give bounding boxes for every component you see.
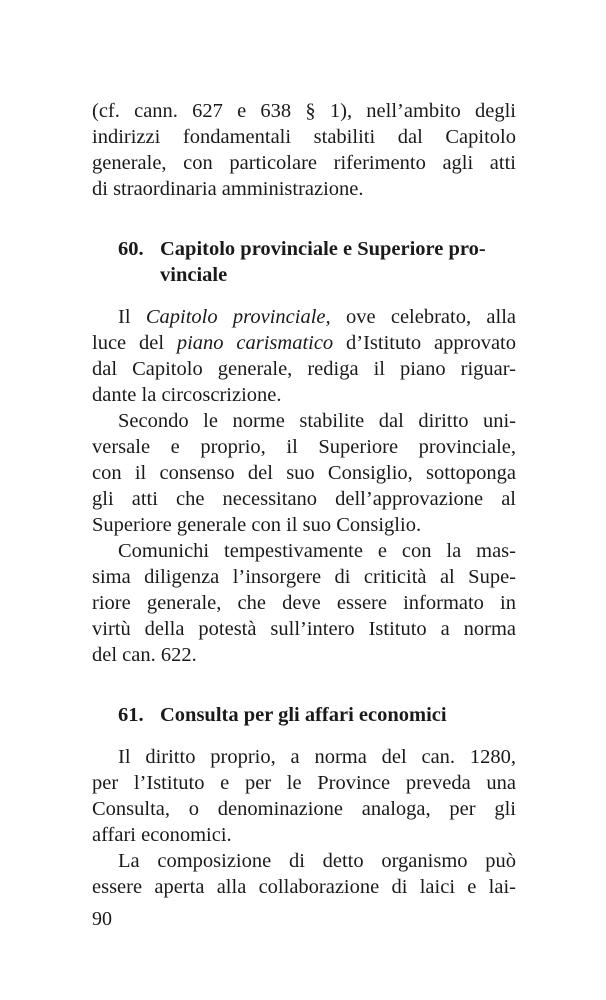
- section-title: Capitolo provinciale e Superiore pro-: [160, 238, 486, 260]
- page-body: [92, 98, 516, 900]
- text-line: Consulta, o denominazione analoga, per gli: [92, 798, 516, 820]
- text-line: generale, con particolare riferimento agli atti: [92, 152, 516, 174]
- page-number: 90: [92, 908, 112, 930]
- text-line: (cf. cann. 627 e 638 § 1), nell’ambito degli: [92, 100, 516, 122]
- text-line: Il Capitolo provinciale, ove celebrato, alla: [118, 306, 516, 328]
- section-number: 61.: [118, 704, 144, 726]
- section-61-paragraph-1: [92, 744, 516, 848]
- text-line: con il consenso del suo Consiglio, sottoponga: [92, 462, 516, 484]
- text-line: di straordinaria amministrazione.: [92, 178, 364, 200]
- text-line: gli atti che necessitano dell’approvazione al: [92, 488, 516, 510]
- section-title-continuation: vinciale: [160, 264, 228, 286]
- text-line: dante la circoscrizione.: [92, 384, 282, 406]
- section-60-paragraph-1: [92, 304, 516, 408]
- section-60-heading: [92, 236, 516, 288]
- text-line: riore generale, che deve essere informato in: [92, 592, 516, 614]
- text-line: Comunichi tempestivamente e con la mas-: [118, 540, 516, 562]
- text-line: affari economici.: [92, 824, 232, 846]
- text-line: del can. 622.: [92, 644, 197, 666]
- text-line: sima diligenza l’insorgere di criticità al Supe-: [92, 566, 516, 588]
- text-line: virtù della potestà sull’intero Istituto a norma: [92, 618, 516, 640]
- text-line: La composizione di detto organismo può: [118, 850, 516, 872]
- section-title: Consulta per gli affari economici: [160, 704, 447, 726]
- text-line: luce del piano carismatico d’Istituto approvato: [92, 332, 516, 354]
- text-line: versale e proprio, il Superiore provinciale,: [92, 436, 516, 458]
- intro-paragraph: [92, 98, 516, 202]
- section-61-heading: [92, 702, 516, 728]
- section-60-paragraph-2: [92, 408, 516, 538]
- text-line: indirizzi fondamentali stabiliti dal Capitolo: [92, 126, 516, 148]
- text-line: Il diritto proprio, a norma del can. 1280,: [118, 746, 516, 768]
- section-60-paragraph-3: [92, 538, 516, 668]
- text-line: Secondo le norme stabilite dal diritto uni-: [118, 410, 516, 432]
- section-61-paragraph-2: [92, 848, 516, 900]
- text-line: dal Capitolo generale, rediga il piano riguar-: [92, 358, 516, 380]
- section-number: 60.: [118, 238, 144, 260]
- text-line: Superiore generale con il suo Consiglio.: [92, 514, 422, 536]
- text-line: essere aperta alla collaborazione di laici e lai-: [92, 876, 516, 898]
- text-line: per l’Istituto e per le Province preveda una: [92, 772, 516, 794]
